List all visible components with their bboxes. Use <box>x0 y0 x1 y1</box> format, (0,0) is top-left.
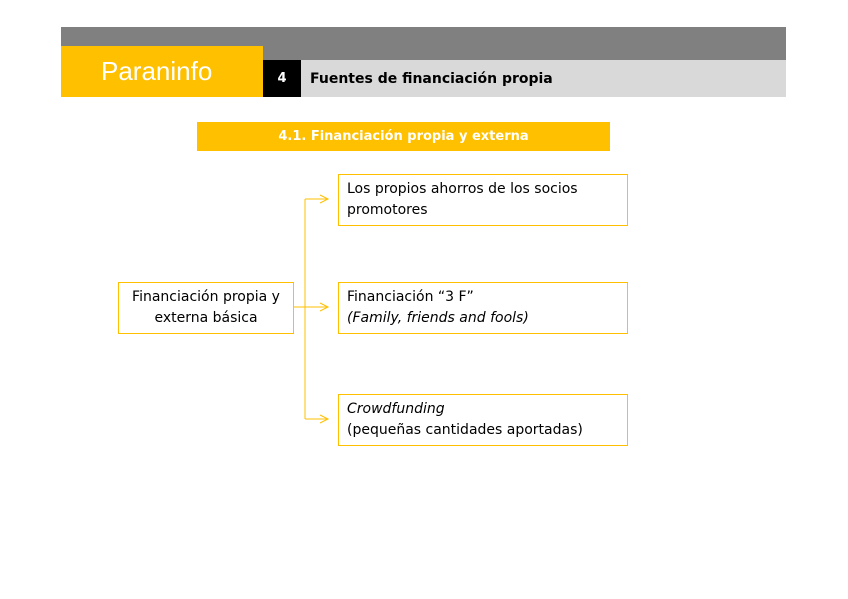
child-node-line2: (pequeñas cantidades aportadas) <box>347 422 583 438</box>
child-node-savings <box>338 174 628 226</box>
child-node-line1: Los propios ahorros de los socios <box>347 181 578 197</box>
chapter-title: Fuentes de financiación propia <box>310 70 553 87</box>
brand-logo-text: Paraninfo <box>101 56 213 86</box>
section-title: 4.1. Financiación propia y externa <box>197 122 610 151</box>
child-node-line2: (Family, friends and fools) <box>347 310 529 326</box>
child-node-3f <box>338 282 628 334</box>
root-node-line2: externa básica <box>154 310 258 326</box>
root-node <box>118 282 294 334</box>
child-node-line1: Financiación “3 F” <box>347 289 474 305</box>
chapter-number: 4 <box>263 60 301 97</box>
child-node-line1: Crowdfunding <box>347 401 445 417</box>
child-node-crowdfunding <box>338 394 628 446</box>
child-node-line2: promotores <box>347 202 428 218</box>
root-node-line1: Financiación propia y <box>132 289 280 305</box>
